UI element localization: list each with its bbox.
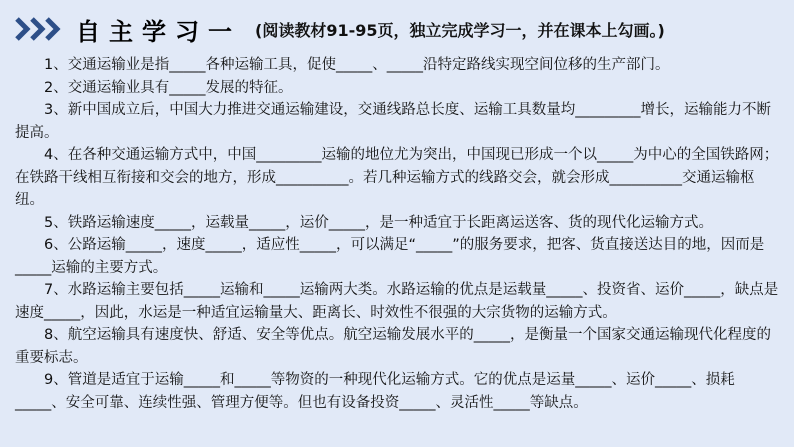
section-title: 自主学习一 — [76, 17, 241, 46]
question-item-8: 8、航空运输具有速度快、舒适、安全等优点。航空运输发展水平的_____，是衡量一个国家交通运输现代化程度的重要标志。 — [15, 327, 771, 366]
question-item-5: 5、铁路运输速度_____，运载量_____，运价_____，是一种适宜于长距离运送客、货的现代化运输方式。 — [44, 214, 713, 231]
question-item-4: 4、在各种交通运输方式中，中国_________运输的地位尤为突出，中国现已形成一个以_____为中心的全国铁路网；在铁路干线相互衔接和交会的地方，形成__________。若几种运输方式的线路交会，就会形成__________交通运输枢纽。 — [15, 147, 779, 208]
question-item-1: 1、交通运输业是指_____各种运输工具，促使_____、_____沿特定路线实现空间位移的生产部门。 — [44, 57, 670, 73]
chevron-shape — [14, 16, 62, 42]
section-header — [14, 14, 665, 44]
question-item-9: 9、管道是适宜于运输_____和_____等物资的一种现代化运输方式。它的优点是运量_____、运价_____、损耗_____、安全可靠、连续性强、管理方便等。但也有设备投资_____、灵活性_____等缺点。 — [15, 372, 735, 411]
question-item-6: 6、公路运输_____，速度_____，适应性_____，可以满足“_____”的服务要求，把客、货直接送达目的地，因而是_____运输的主要方式。 — [15, 237, 765, 276]
section-instructions: (阅读教材91-95页，独立完成学习一，并在课本上勾画。) — [255, 20, 665, 40]
question-item-2: 2、交通运输业具有_____发展的特征。 — [44, 79, 293, 96]
question-list — [15, 54, 781, 414]
question-item-7: 7、水路运输主要包括_____运输和_____运输两大类。水路运输的优点是运载量_____、投资省、运价_____，缺点是速度_____，因此，水运是一种适宜运输量大、距离长、时效性不很强的大宗货物的运输方式。 — [15, 282, 779, 321]
triple-chevron-right-icon — [14, 16, 62, 42]
question-item-3: 3、新中国成立后，中国大力推进交通运输建设，交通线路总长度、运输工具数量均_________增长，运输能力不断提高。 — [15, 102, 771, 141]
